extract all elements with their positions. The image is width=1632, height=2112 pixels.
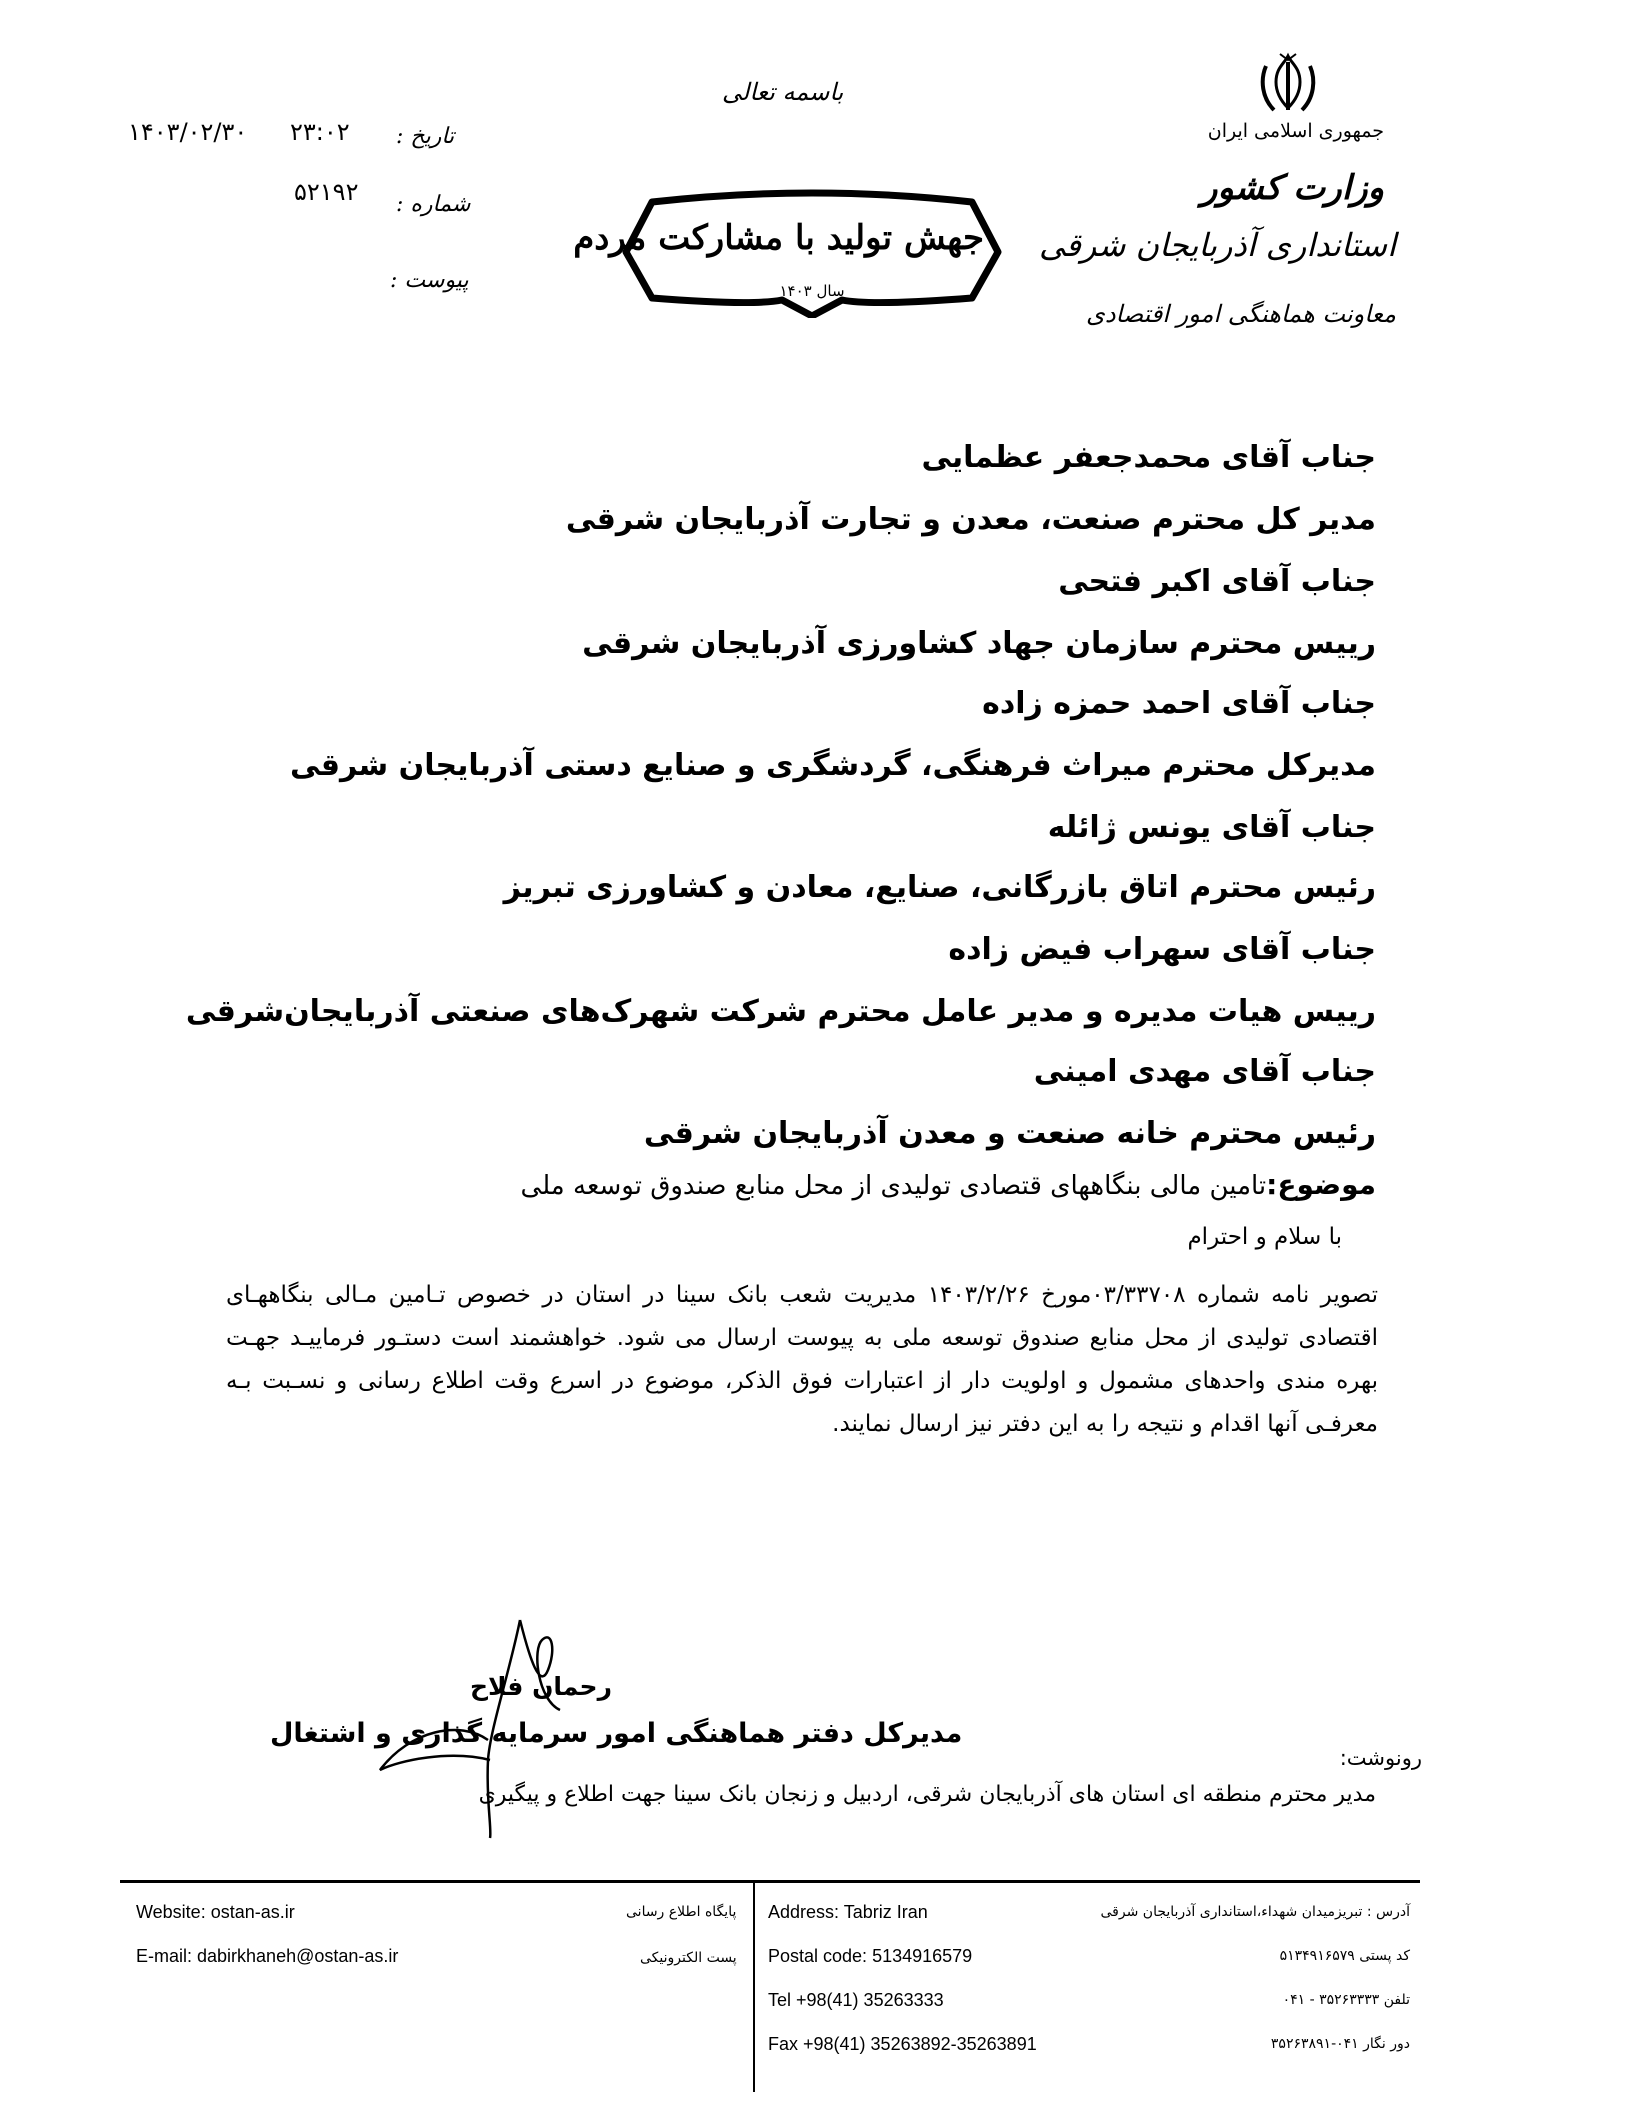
footer-email-fa: پست الکترونیکی [640,1950,737,1966]
addressee-line: رییس محترم سازمان جهاد کشاورزی آذربایجان شرقی [582,626,1376,661]
letter-body: تصویر نامه شماره ۰۳/۳۳۷۰۸مورخ ۱۴۰۳/۲/۲۶ مدیریت شعب بانک سینا در استان در خصوص تـامین مـالی بنگاههـای اقتصادی تولیدی از محل منابع صندوق توسعه ملی به پیوست ارسال می شود. خواهشمند است دستـور فرماییـد جهـت بهره مندی واحدهای مشمول و اولویت دار از اعتبارات فوق الذکر، موضوع در اسرع وقت اطلاع رسانی و نسـبت بـه معرفـی آنها اقدام و نتیجه را به این دفتر نیز ارسال نمایند. [226,1282,1379,1437]
subject-text: تامین مالی بنگاههای قتصادی تولیدی از محل منابع صندوق توسعه ملی [520,1171,1267,1201]
gov-province: استانداری آذربایجان شرقی [1038,226,1396,264]
iran-emblem-icon [1254,50,1322,118]
footer-email: E-mail: dabirkhaneh@ostan-as.ir [136,1946,399,1966]
slogan-text: جهش تولید با مشارکت مردم [573,218,984,258]
signatory-title: مدیرکل دفتر هماهنگی امور سرمایه گذاری و اشتغال [270,1718,963,1749]
footer-postal-en: Postal code: 5134916579 [768,1946,973,1966]
gov-ministry: وزارت کشور [1200,168,1384,208]
date-label: تاریخ : [396,124,455,149]
addressee-line: جناب آقای محمدجعفر عظمایی [921,440,1376,475]
footer-website-fa: پایگاه اطلاع رسانی [626,1904,737,1920]
addressee-line: رئیس محترم اتاق بازرگانی، صنایع، معادن و کشاورزی تبریز [503,870,1376,905]
footer-postal-fa: کد پستی ۵۱۳۴۹۱۶۵۷۹ [1279,1948,1410,1964]
footer-column-divider [753,1882,755,2092]
footer-tel-en: Tel +98(41) 35263333 [768,1990,944,2010]
footer-website: Website: ostan-as.ir [136,1902,295,1922]
greeting: با سلام و احترام [1187,1224,1342,1250]
addressee-line: جناب آقای احمد حمزه زاده [982,686,1376,721]
cc-label: رونوشت: [1339,1746,1422,1770]
subject-label: موضوع: [1266,1168,1376,1201]
basmala: باسمه تعالی [722,78,844,106]
footer-fax-en: Fax +98(41) 35263892-35263891 [768,2034,1037,2054]
cc-text: مدیر محترم منطقه ای استان های آذربایجان شرقی، اردبیل و زنجان بانک سینا جهت اطلاع و پیگیری [478,1782,1376,1807]
footer-address-en: Address: Tabriz Iran [768,1902,928,1922]
slogan-year: سال ۱۴۰۳ [779,282,845,300]
addressee-line: مدیر کل محترم صنعت، معدن و تجارت آذربایجان شرقی [565,502,1376,537]
subject-line [521,1168,1376,1201]
addressee-line: جناب آقای اکبر فتحی [1058,564,1376,599]
attachment-label: پیوست : [390,268,469,293]
date-value: ۱۴۰۳/۰۲/۳۰ [128,118,248,146]
addressee-line: جناب آقای سهراب فیض زاده [948,932,1376,967]
number-label: شماره : [396,192,471,217]
addressee-line: رئیس محترم خانه صنعت و معدن آذربایجان شرقی [643,1116,1376,1151]
footer-fax-fa: دور نگار ۰۴۱-۳۵۲۶۳۸۹۱ [1270,2036,1410,2052]
addressee-line: مدیرکل محترم میراث فرهنگی، گردشگری و صنایع دستی آذربایجان شرقی [289,748,1376,783]
addressee-line: رییس هیات مدیره و مدیر عامل محترم شرکت شهرک‌های صنعتی آذربایجان‌شرقی [185,994,1376,1029]
signatory-name: رحمان فلاح [470,1672,612,1701]
footer-tel-fa: تلفن ۳۵۲۶۳۳۳۳ - ۰۴۱ [1282,1992,1410,2008]
addressee-line: جناب آقای یونس ژائله [1047,810,1376,845]
time-value: ۲۳:۰۲ [290,118,350,146]
addressee-line: جناب آقای مهدی امینی [1033,1054,1376,1089]
footer-divider-line [120,1880,1420,1883]
gov-deputy: معاونت هماهنگی امور اقتصادی [1086,300,1396,328]
number-value: ۵۲۱۹۲ [294,178,359,206]
gov-country: جمهوری اسلامی ایران [1207,120,1384,142]
footer-address-fa: آدرس : تبریزمیدان شهداء،استانداری آذربایجان شرقی [1100,1904,1410,1920]
